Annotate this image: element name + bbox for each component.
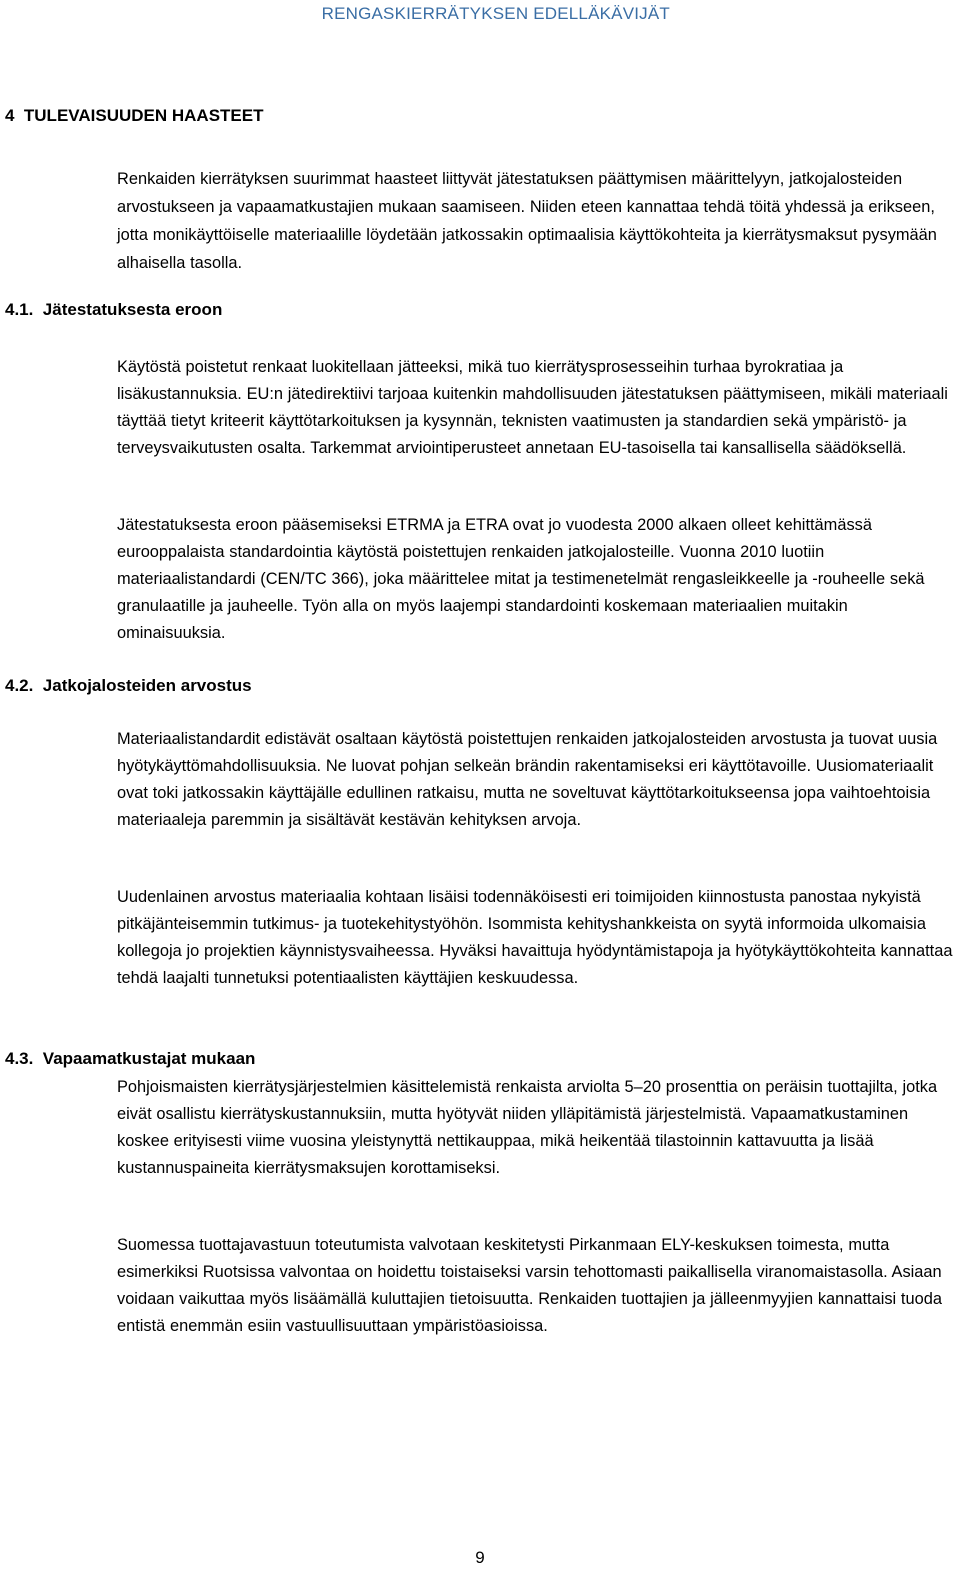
section-4-1-paragraph-2: Jätestatuksesta eroon pääsemiseksi ETRMA ja ETRA ovat jo vuodesta 2000 alkaen olleet kehittämässä eurooppalaista standardointia käytöstä poistettujen renkaiden jatkojalosteille. Vuonna 2010 luotiin materiaalistandardi (CEN/TC 366), joka määrittelee mitat ja testimenetelmät rengasleikkeelle ja -rouheelle sekä granulaatille ja jauheelle. Työn alla on myös laajempi standardointi koskemaan materiaalien muitakin ominaisuuksia.	[117, 516, 925, 642]
chapter-intro-paragraph: Renkaiden kierrätyksen suurimmat haasteet liittyvät jätestatuksen päättymisen määrittelyyn, jatkojalosteiden arvostukseen ja vapaamatkustajien mukaan saamiseen. Niiden eteen kannattaa tehdä töitä yhdessä ja erikseen, jotta monikäyttöiselle materiaalille löydetään jatkossakin optimaalisia käyttökohteita ja kierrätysmaksut pysymään alhaisella tasolla.	[117, 170, 937, 272]
section-4-2-paragraph-1: Materiaalistandardit edistävät osaltaan käytöstä poistettujen renkaiden jatkojalosteiden arvostusta ja tuovat uusia hyötykäyttömahdollisuuksia. Ne luovat pohjan selkeän brändin rakentamiseksi eri käyttötavoille. Uusiomateriaalit ovat toki jatkossakin käyttäjälle edullinen ratkaisu, mutta ne soveltuvat käyttötarkoitukseensa jopa vaihtoehtoisia materiaaleja paremmin ja sisältävät kestävän kehityksen arvoja.	[117, 730, 938, 829]
section-4-2-paragraph-2: Uudenlainen arvostus materiaalia kohtaan lisäisi todennäköisesti eri toimijoiden kiinnostusta panostaa nykyistä pitkäjänteisemmin tutkimus- ja tuotekehitystyöhön. Isommista kehityshankkeista on syytä informoida ulkomaisia kollegoja jo projektien käynnistysvaiheessa. Hyväksi havaittuja hyödyntämistapoja ja hyötykäyttökohteita kannattaa tehdä laajalti tunnetuksi potentiaalisten käyttäjien keskuudessa.	[117, 888, 953, 987]
section-4-3-paragraph-2: Suomessa tuottajavastuun toteutumista valvotaan keskitetysti Pirkanmaan ELY-keskuksen toimesta, mutta esimerkiksi Ruotsissa valvontaa on hoidettu toistaiseksi varsin tehottomasti paikallisella viranomaistasolla. Asiaan voidaan vaikuttaa myös lisäämällä kuluttajien tietoisuutta. Renkaiden tuottajien ja jälleenmyyjien kannattaisi tuoda entistä enemmän esiin vastuullisuuttaan ympäristöasioissa.	[117, 1236, 942, 1335]
section-4-3-paragraph-1: Pohjoismaisten kierrätysjärjestelmien käsittelemistä renkaista arviolta 5–20 prosenttia on peräisin tuottajilta, jotka eivät osallistu kierrätyskustannuksiin, mutta hyötyvät niiden ylläpitämistä järjestelmistä. Vapaamatkustaminen koskee erityisesti viime vuosina yleistynyttä nettikauppaa, mikä heikentää tilastoinnin kattavuutta ja lisää kustannuspaineita kierrätysmaksujen korottamiseksi.	[117, 1078, 938, 1177]
section-4-1-paragraph-1: Käytöstä poistetut renkaat luokitellaan jätteeksi, mikä tuo kierrätysprosesseihin turhaa byrokratiaa ja lisäkustannuksia. EU:n jätedirektiivi tarjoaa kuitenkin mahdollisuuden jätestatuksen päättymiseen, mikäli materiaali täyttää tietyt kriteerit käyttötarkoituksen ja kysynnän, teknisten vaatimusten ja standardien sekä ympäristö- ja terveysvaikutusten osalta. Tarkemmat arviointiperusteet annetaan EU-tasoisella tai kansallisella säädöksellä.	[117, 358, 948, 457]
running-header: RENGASKIERRÄTYKSEN EDELLÄKÄVIJÄT	[321, 4, 670, 23]
section-heading-4-3: 4.3. Vapaamatkustajat mukaan	[5, 1049, 256, 1068]
section-heading-4-2: 4.2. Jatkojalosteiden arvostus	[5, 676, 252, 695]
page-number: 9	[475, 1548, 485, 1567]
chapter-heading: 4 TULEVAISUUDEN HAASTEET	[5, 106, 264, 125]
section-heading-4-1: 4.1. Jätestatuksesta eroon	[5, 300, 223, 319]
